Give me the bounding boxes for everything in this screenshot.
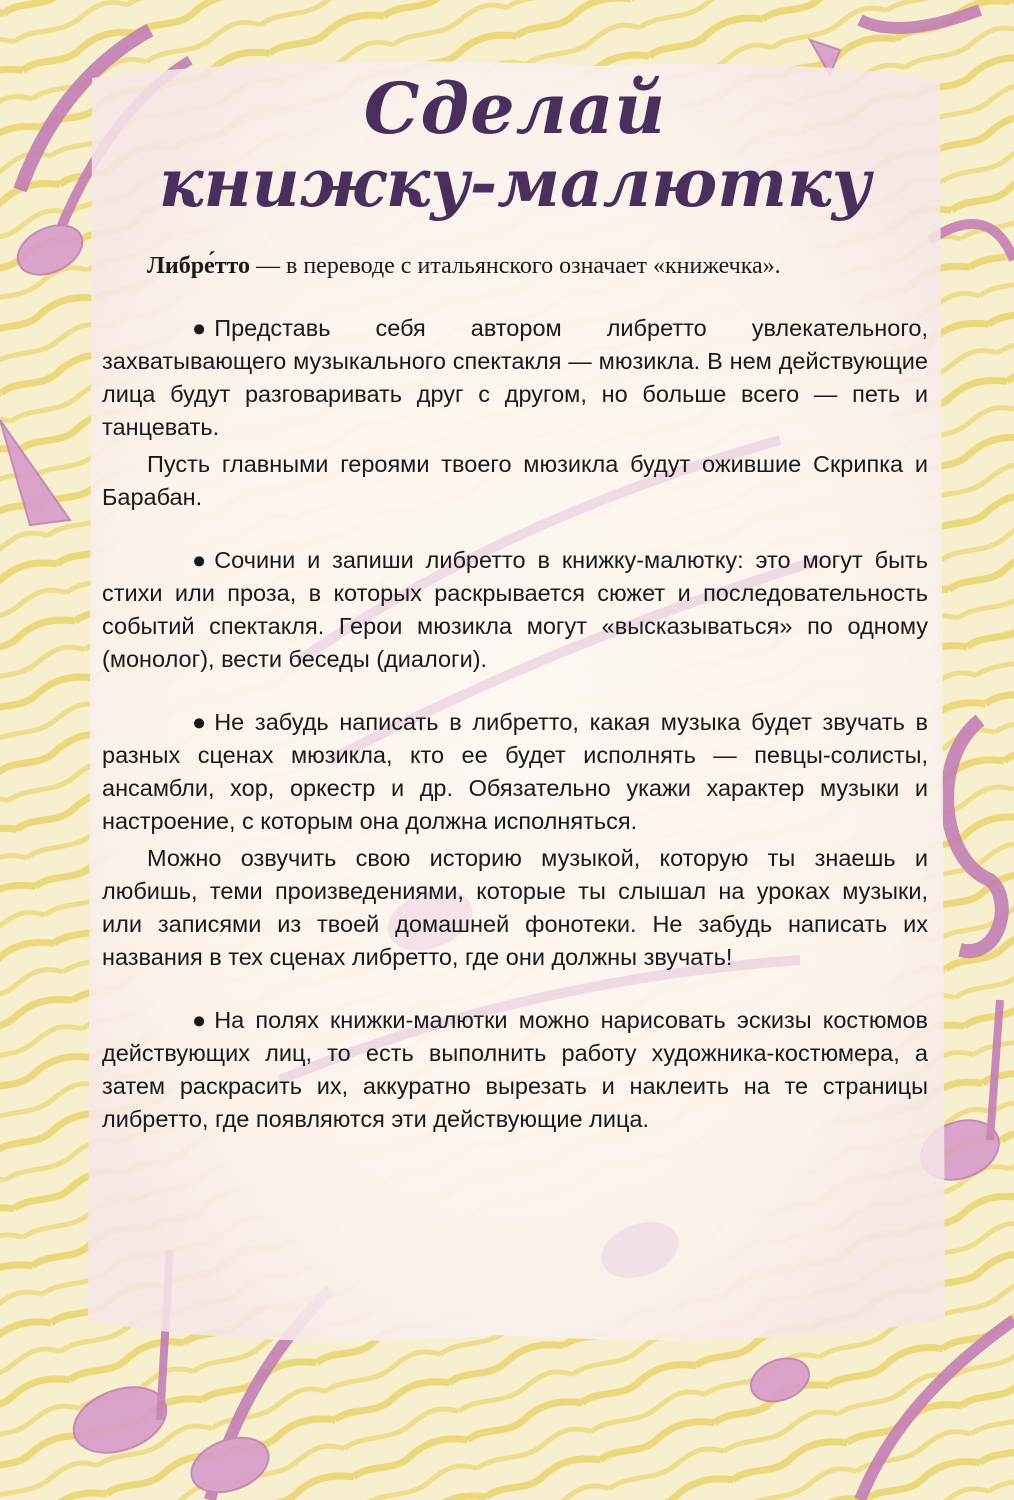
section-4-paragraph-1: ● На полях книжки-малютки можно нарисовать эскизы костюмов действующих лиц, то есть выполнить работу художника-костюмера, а затем раскрасить их, аккуратно вырезать и наклеить на те страницы либретто, где появляются эти действующие лица. <box>102 1004 928 1136</box>
intro-text: — в переводе с итальянского означает «книжечка». <box>249 253 781 279</box>
bullet-icon: ● <box>192 709 207 735</box>
intro-term: Либре́тто <box>147 253 250 279</box>
section-2-paragraph-1: ● Сочини и запиши либретто в книжку-малютку: это могут быть стихи или проза, в которых раскрывается сюжет и последовательность событий спектакля. Герои мюзикла могут «высказываться» по одному (монолог), вести беседы (диалоги). <box>102 544 928 676</box>
section-3-paragraph-2: Можно озвучить свою историю музыкой, которую ты знаешь и любишь, теми произведениями, которые ты слышал на уроках музыки, или записями из твоей домашней фонотеки. Не забудь написать их названия в тех сценах либретто, где они должны звучать! <box>102 845 928 970</box>
bullet-icon: ● <box>192 315 207 341</box>
bullet-icon: ● <box>192 547 207 573</box>
content <box>102 60 928 1136</box>
title-line-1: Сделай <box>363 67 667 150</box>
section-1-paragraph-1: ● Представь себя автором либретто увлекательного, захватывающего музыкального спектакля — мюзикла. В нем действующие лица будут разговаривать друг с другом, но больше всего — петь и танцевать. <box>102 312 928 444</box>
section-1-paragraph-2: Пусть главными героями твоего мюзикла будут ожившие Скрипка и Барабан. <box>102 451 928 510</box>
section-3-paragraph-1: ● Не забудь написать в либретто, какая музыка будет звучать в разных сценах мюзикла, кто ее будет исполнять — певцы-солисты, ансамбли, хор, оркестр и др. Обязательно укажи характер музыки и настроение, с которым она должна исполняться. <box>102 706 928 838</box>
bullet-icon: ● <box>192 1007 207 1033</box>
title-line-2: книжку-малютку <box>158 144 872 222</box>
intro-paragraph <box>102 250 928 282</box>
page-title <box>102 67 928 222</box>
